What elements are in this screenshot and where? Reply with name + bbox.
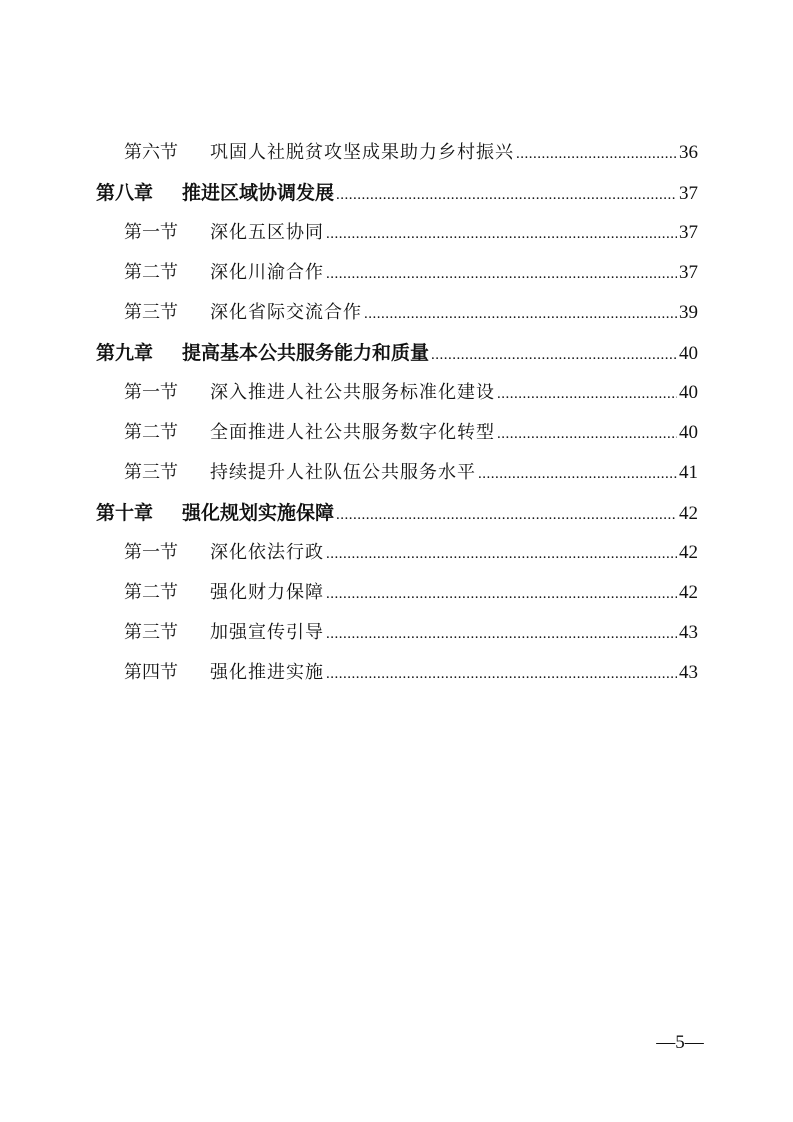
toc-entry-section[interactable]	[124, 413, 698, 453]
section-number: 第二节	[124, 582, 178, 603]
section-title: 加强宣传引导	[210, 622, 324, 643]
page-number: 43	[679, 662, 698, 683]
chapter-title: 强化规划实施保障	[182, 502, 335, 524]
dot-leader	[326, 214, 677, 254]
page-number: 42	[679, 542, 698, 563]
section-number: 第三节	[124, 462, 178, 483]
dot-leader	[516, 134, 677, 174]
section-title: 深化川渝合作	[210, 262, 324, 283]
chapter-title: 提高基本公共服务能力和质量	[182, 342, 430, 364]
section-number: 第三节	[124, 302, 178, 323]
section-title: 深化五区协同	[210, 222, 324, 243]
dot-leader	[326, 254, 677, 294]
section-title: 深入推进人社公共服务标准化建设	[210, 382, 495, 403]
page-number: 39	[679, 302, 698, 323]
toc-entry-section[interactable]	[124, 373, 698, 413]
section-title: 深化省际交流合作	[210, 302, 362, 323]
dot-leader	[431, 335, 677, 375]
toc-entry-section[interactable]	[124, 453, 698, 493]
dot-leader	[336, 495, 677, 535]
dot-leader	[326, 654, 677, 694]
section-title: 强化推进实施	[210, 662, 324, 683]
page-number: 41	[679, 462, 698, 483]
toc-entry-section[interactable]	[124, 293, 698, 333]
toc-entry-section[interactable]	[124, 613, 698, 653]
toc-entry-section[interactable]	[124, 533, 698, 573]
page-number: 37	[679, 222, 698, 243]
toc-entry-section[interactable]	[124, 133, 698, 173]
toc-entry-section[interactable]	[124, 213, 698, 253]
dot-leader	[497, 374, 677, 414]
chapter-number: 第九章	[96, 342, 154, 364]
dot-leader	[326, 614, 677, 654]
dot-leader	[478, 454, 677, 494]
dot-leader	[364, 294, 677, 334]
page-number: 37	[679, 262, 698, 283]
page-number: 43	[679, 622, 698, 643]
toc-entry-chapter[interactable]	[96, 173, 698, 213]
section-number: 第一节	[124, 542, 178, 563]
toc-entry-chapter[interactable]	[96, 333, 698, 373]
page-number: 36	[679, 142, 698, 163]
page-number: 37	[679, 183, 698, 204]
dot-leader	[497, 414, 677, 454]
section-number: 第二节	[124, 262, 178, 283]
chapter-number: 第八章	[96, 182, 154, 204]
section-number: 第一节	[124, 222, 178, 243]
page-number: 40	[679, 343, 698, 364]
dot-leader	[336, 175, 677, 215]
section-title: 持续提升人社队伍公共服务水平	[210, 462, 476, 483]
section-number: 第六节	[124, 142, 178, 163]
toc-entry-section[interactable]	[124, 573, 698, 613]
page-number: 42	[679, 582, 698, 603]
section-title: 强化财力保障	[210, 582, 324, 603]
section-number: 第一节	[124, 382, 178, 403]
section-number: 第二节	[124, 422, 178, 443]
chapter-title: 推进区域协调发展	[182, 182, 335, 204]
page-footer-number: —5—	[656, 1032, 704, 1053]
toc-entry-chapter[interactable]	[96, 493, 698, 533]
section-title: 深化依法行政	[210, 542, 324, 563]
chapter-number: 第十章	[96, 502, 154, 524]
page-number: 40	[679, 422, 698, 443]
dot-leader	[326, 534, 677, 574]
toc-entry-section[interactable]	[124, 653, 698, 693]
section-number: 第三节	[124, 622, 178, 643]
page-number: 42	[679, 503, 698, 524]
section-title: 巩固人社脱贫攻坚成果助力乡村振兴	[210, 142, 514, 163]
toc-entry-section[interactable]	[124, 253, 698, 293]
section-number: 第四节	[124, 662, 178, 683]
section-title: 全面推进人社公共服务数字化转型	[210, 422, 495, 443]
dot-leader	[326, 574, 677, 614]
page-number: 40	[679, 382, 698, 403]
